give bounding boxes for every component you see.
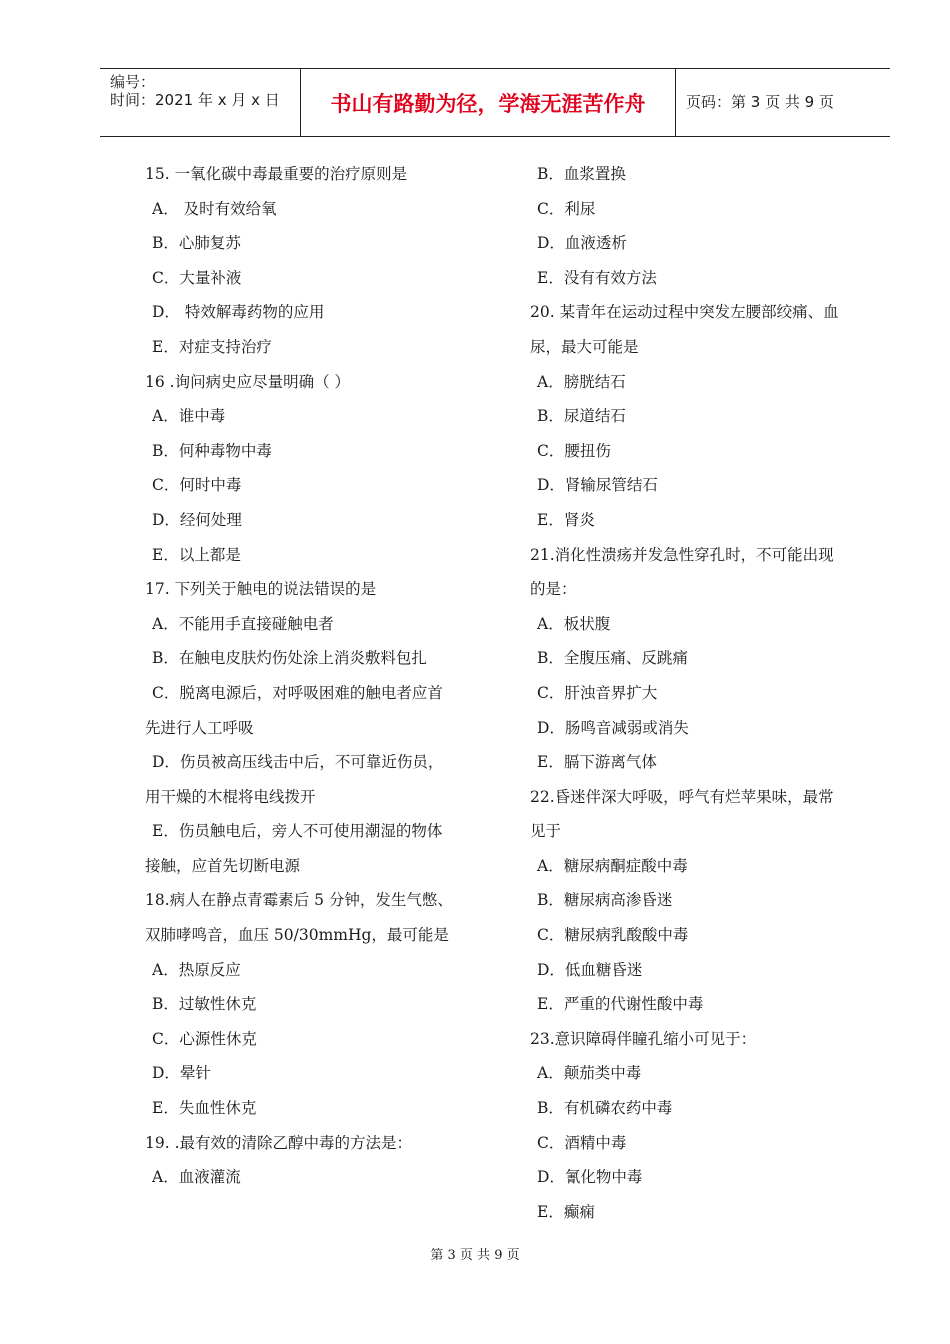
answer-option: C．大量补液 xyxy=(152,268,242,287)
answer-option: C．酒精中毒 xyxy=(537,1133,627,1152)
answer-option: D．经何处理 xyxy=(152,510,242,529)
answer-option: B．何种毒物中毒 xyxy=(152,441,272,460)
question-text: 22.昏迷伴深大呼吸，呼气有烂苹果味，最常 xyxy=(530,787,834,806)
header-motto-cell xyxy=(301,69,676,136)
answer-option: C．糖尿病乳酸酸中毒 xyxy=(537,926,689,945)
right-column xyxy=(530,157,880,1229)
question-text: 15. 一氧化碳中毒最重要的治疗原则是 xyxy=(145,165,408,183)
answer-option: E．肾炎 xyxy=(537,510,595,529)
answer-option: A．糖尿病酮症酸中毒 xyxy=(537,856,688,875)
answer-option: D．伤员被高压线击中后，不可靠近伤员， xyxy=(152,753,444,772)
answer-option: A．热原反应 xyxy=(152,960,241,979)
left-column xyxy=(145,157,510,1195)
answer-option: D．氰化物中毒 xyxy=(537,1168,643,1187)
answer-option: B．全腹压痛、反跳痛 xyxy=(537,649,688,668)
question-text: 23.意识障碍伴瞳孔缩小可见于： xyxy=(530,1029,757,1048)
answer-option: A．板状腹 xyxy=(537,614,611,633)
question-text: 双肺哮鸣音，血压 50/30mmHg，最可能是 xyxy=(145,926,449,945)
header-info-cell xyxy=(100,69,301,136)
answer-option: A．膀胱结石 xyxy=(537,372,626,391)
answer-option: E．失血性休克 xyxy=(152,1099,257,1118)
answer-option: D．肠鸣音减弱或消失 xyxy=(537,718,689,737)
answer-option: B．血浆置换 xyxy=(537,165,626,183)
answer-option: B．尿道结石 xyxy=(537,407,626,426)
question-text: 18.病人在静点青霉素后 5 分钟，发生气憋、 xyxy=(145,891,453,910)
question-text: 16 .询问病史应尽量明确（ ） xyxy=(145,372,351,391)
answer-option: A．颠茄类中毒 xyxy=(537,1064,642,1083)
answer-option: C．何时中毒 xyxy=(152,476,242,495)
answer-option: E．没有有效方法 xyxy=(537,268,657,287)
answer-option: D．晕针 xyxy=(152,1064,211,1083)
motto: 书山有路勤为径，学海无涯苦作舟 xyxy=(330,92,646,116)
answer-option: C．利尿 xyxy=(537,199,596,218)
page-footer: 第 3 页 共 9 页 xyxy=(430,1248,520,1263)
answer-option: A．不能用手直接碰触电者 xyxy=(152,614,334,633)
answer-option: D．肾输尿管结石 xyxy=(537,476,658,495)
question-text: 接触，应首先切断电源 xyxy=(145,856,301,875)
answer-option: D．低血糖昏迷 xyxy=(537,960,643,979)
question-text: 21.消化性溃疡并发急性穿孔时，不可能出现 xyxy=(530,545,834,564)
answer-option: C．脱离电源后，对呼吸困难的触电者应首 xyxy=(152,683,443,702)
question-text: 19. .最有效的清除乙醇中毒的方法是： xyxy=(145,1133,413,1152)
serial-label: 编号： xyxy=(110,73,156,91)
header-page-cell xyxy=(676,69,890,136)
time-label: 时间：2021 年 x 月 x 日 xyxy=(110,91,280,109)
question-text: 尿，最大可能是 xyxy=(530,337,639,356)
answer-option: D． 特效解毒药物的应用 xyxy=(152,303,325,322)
question-text: 先进行人工呼吸 xyxy=(145,718,254,737)
answer-option: B．心肺复苏 xyxy=(152,234,241,253)
answer-option: E．癫痫 xyxy=(537,1202,595,1221)
question-text: 17. 下列关于触电的说法错误的是 xyxy=(145,580,377,599)
answer-option: E．膈下游离气体 xyxy=(537,753,657,772)
answer-option: D．血液透析 xyxy=(537,234,627,253)
answer-option: B．糖尿病高渗昏迷 xyxy=(537,891,673,910)
question-text: 见于 xyxy=(530,822,562,841)
question-text: 用干燥的木棍将电线拨开 xyxy=(145,787,316,806)
page-info: 页码：第 3 页 共 9 页 xyxy=(686,93,834,111)
answer-option: A．血液灌流 xyxy=(152,1168,241,1187)
answer-option: E．对症支持治疗 xyxy=(152,337,272,356)
answer-option: B．在触电皮肤灼伤处涂上消炎敷料包扎 xyxy=(152,649,427,668)
answer-option: E．伤员触电后，旁人不可使用潮湿的物体 xyxy=(152,822,443,841)
answer-option: A．谁中毒 xyxy=(152,407,226,426)
answer-option: B．有机磷农药中毒 xyxy=(537,1099,673,1118)
answer-option: B．过敏性休克 xyxy=(152,995,257,1014)
answer-option: E．严重的代谢性酸中毒 xyxy=(537,995,704,1014)
answer-option: C．肝浊音界扩大 xyxy=(537,683,658,702)
answer-option: C．腰扭伤 xyxy=(537,441,611,460)
answer-option: C．心源性休克 xyxy=(152,1029,257,1048)
answer-option: E．以上都是 xyxy=(152,545,241,564)
page-header xyxy=(100,68,890,137)
question-text: 的是： xyxy=(530,580,577,599)
answer-option: A． 及时有效给氧 xyxy=(152,199,277,218)
question-text: 20. 某青年在运动过程中突发左腰部绞痛、血 xyxy=(530,303,839,322)
